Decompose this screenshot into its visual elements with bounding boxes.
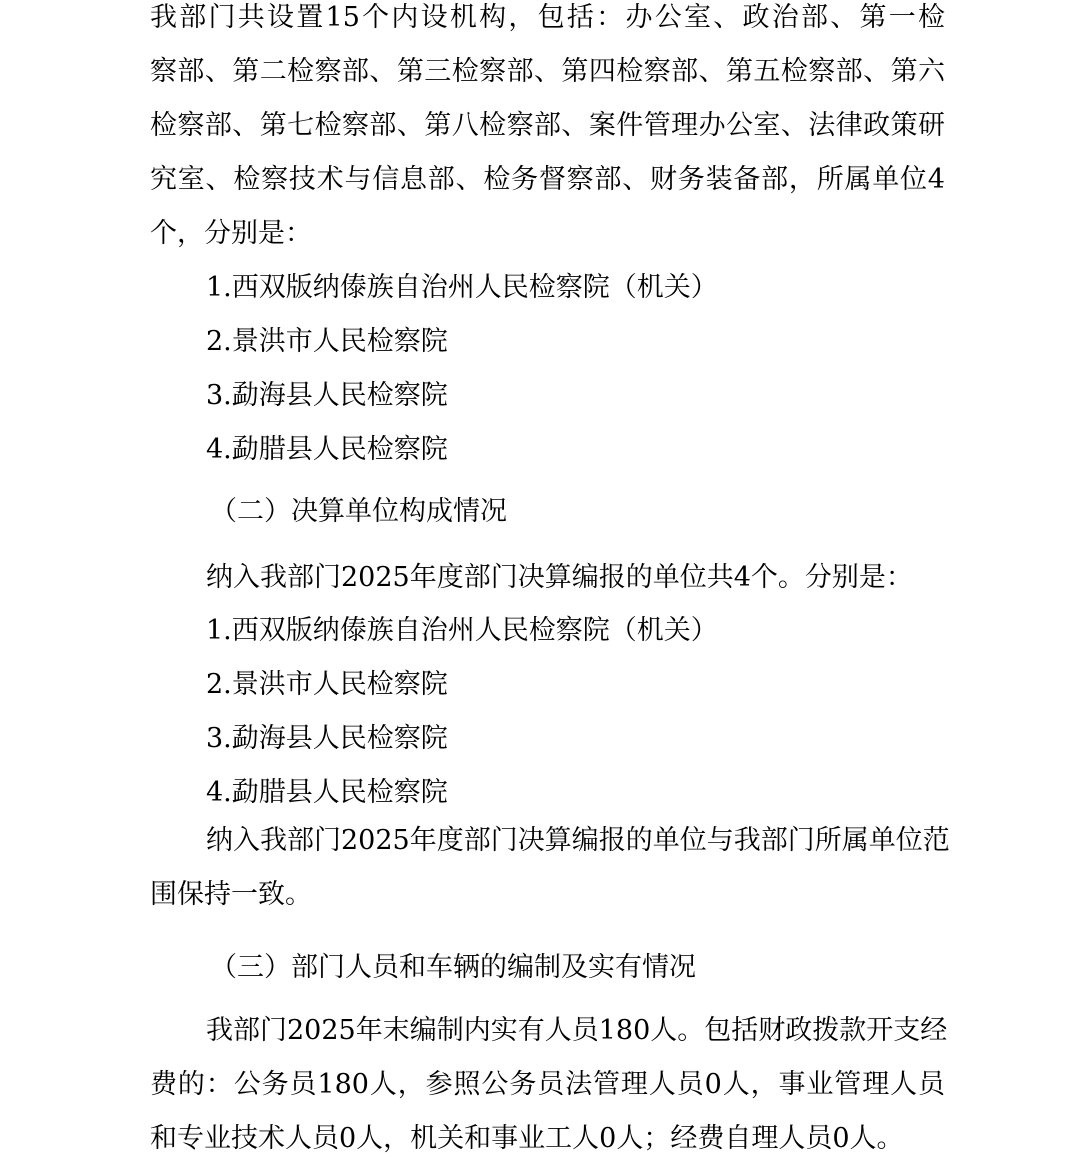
- paragraph-line: 个，分别是：: [150, 218, 312, 249]
- paragraph-line: 围保持一致。: [150, 879, 312, 910]
- list-item: 4.勐腊县人民检察院: [206, 434, 448, 465]
- paragraph-line: 究室、检察技术与信息部、检务督察部、财务装备部，所属单位4: [150, 164, 945, 195]
- list-item: 3.勐海县人民检察院: [206, 723, 448, 754]
- list-item: 2.景洪市人民检察院: [206, 326, 448, 357]
- paragraph-line: 和专业技术人员0人，机关和事业工人0人；经费自理人员0人。: [150, 1123, 904, 1154]
- list-item: 2.景洪市人民检察院: [206, 669, 448, 700]
- list-item: 4.勐腊县人民检察院: [206, 777, 448, 808]
- paragraph-line: 纳入我部门2025年度部门决算编报的单位与我部门所属单位范: [206, 825, 950, 856]
- paragraph-line: 我部门共设置15个内设机构，包括：办公室、政治部、第一检: [150, 2, 945, 33]
- list-item: 3.勐海县人民检察院: [206, 380, 448, 411]
- section-heading: （二）决算单位构成情况: [210, 496, 507, 527]
- paragraph-line: 察部、第二检察部、第三检察部、第四检察部、第五检察部、第六: [150, 56, 945, 87]
- paragraph-line: 费的：公务员180人，参照公务员法管理人员0人，事业管理人员: [150, 1069, 945, 1100]
- section-heading: （三）部门人员和车辆的编制及实有情况: [210, 952, 696, 983]
- paragraph-line: 纳入我部门2025年度部门决算编报的单位共4个。分别是：: [206, 562, 913, 593]
- paragraph-line: 我部门2025年末编制内实有人员180人。包括财政拨款开支经: [206, 1015, 948, 1046]
- list-item: 1.西双版纳傣族自治州人民检察院（机关）: [206, 615, 718, 646]
- list-item: 1.西双版纳傣族自治州人民检察院（机关）: [206, 272, 718, 303]
- paragraph-line: 检察部、第七检察部、第八检察部、案件管理办公室、法律政策研: [150, 110, 945, 141]
